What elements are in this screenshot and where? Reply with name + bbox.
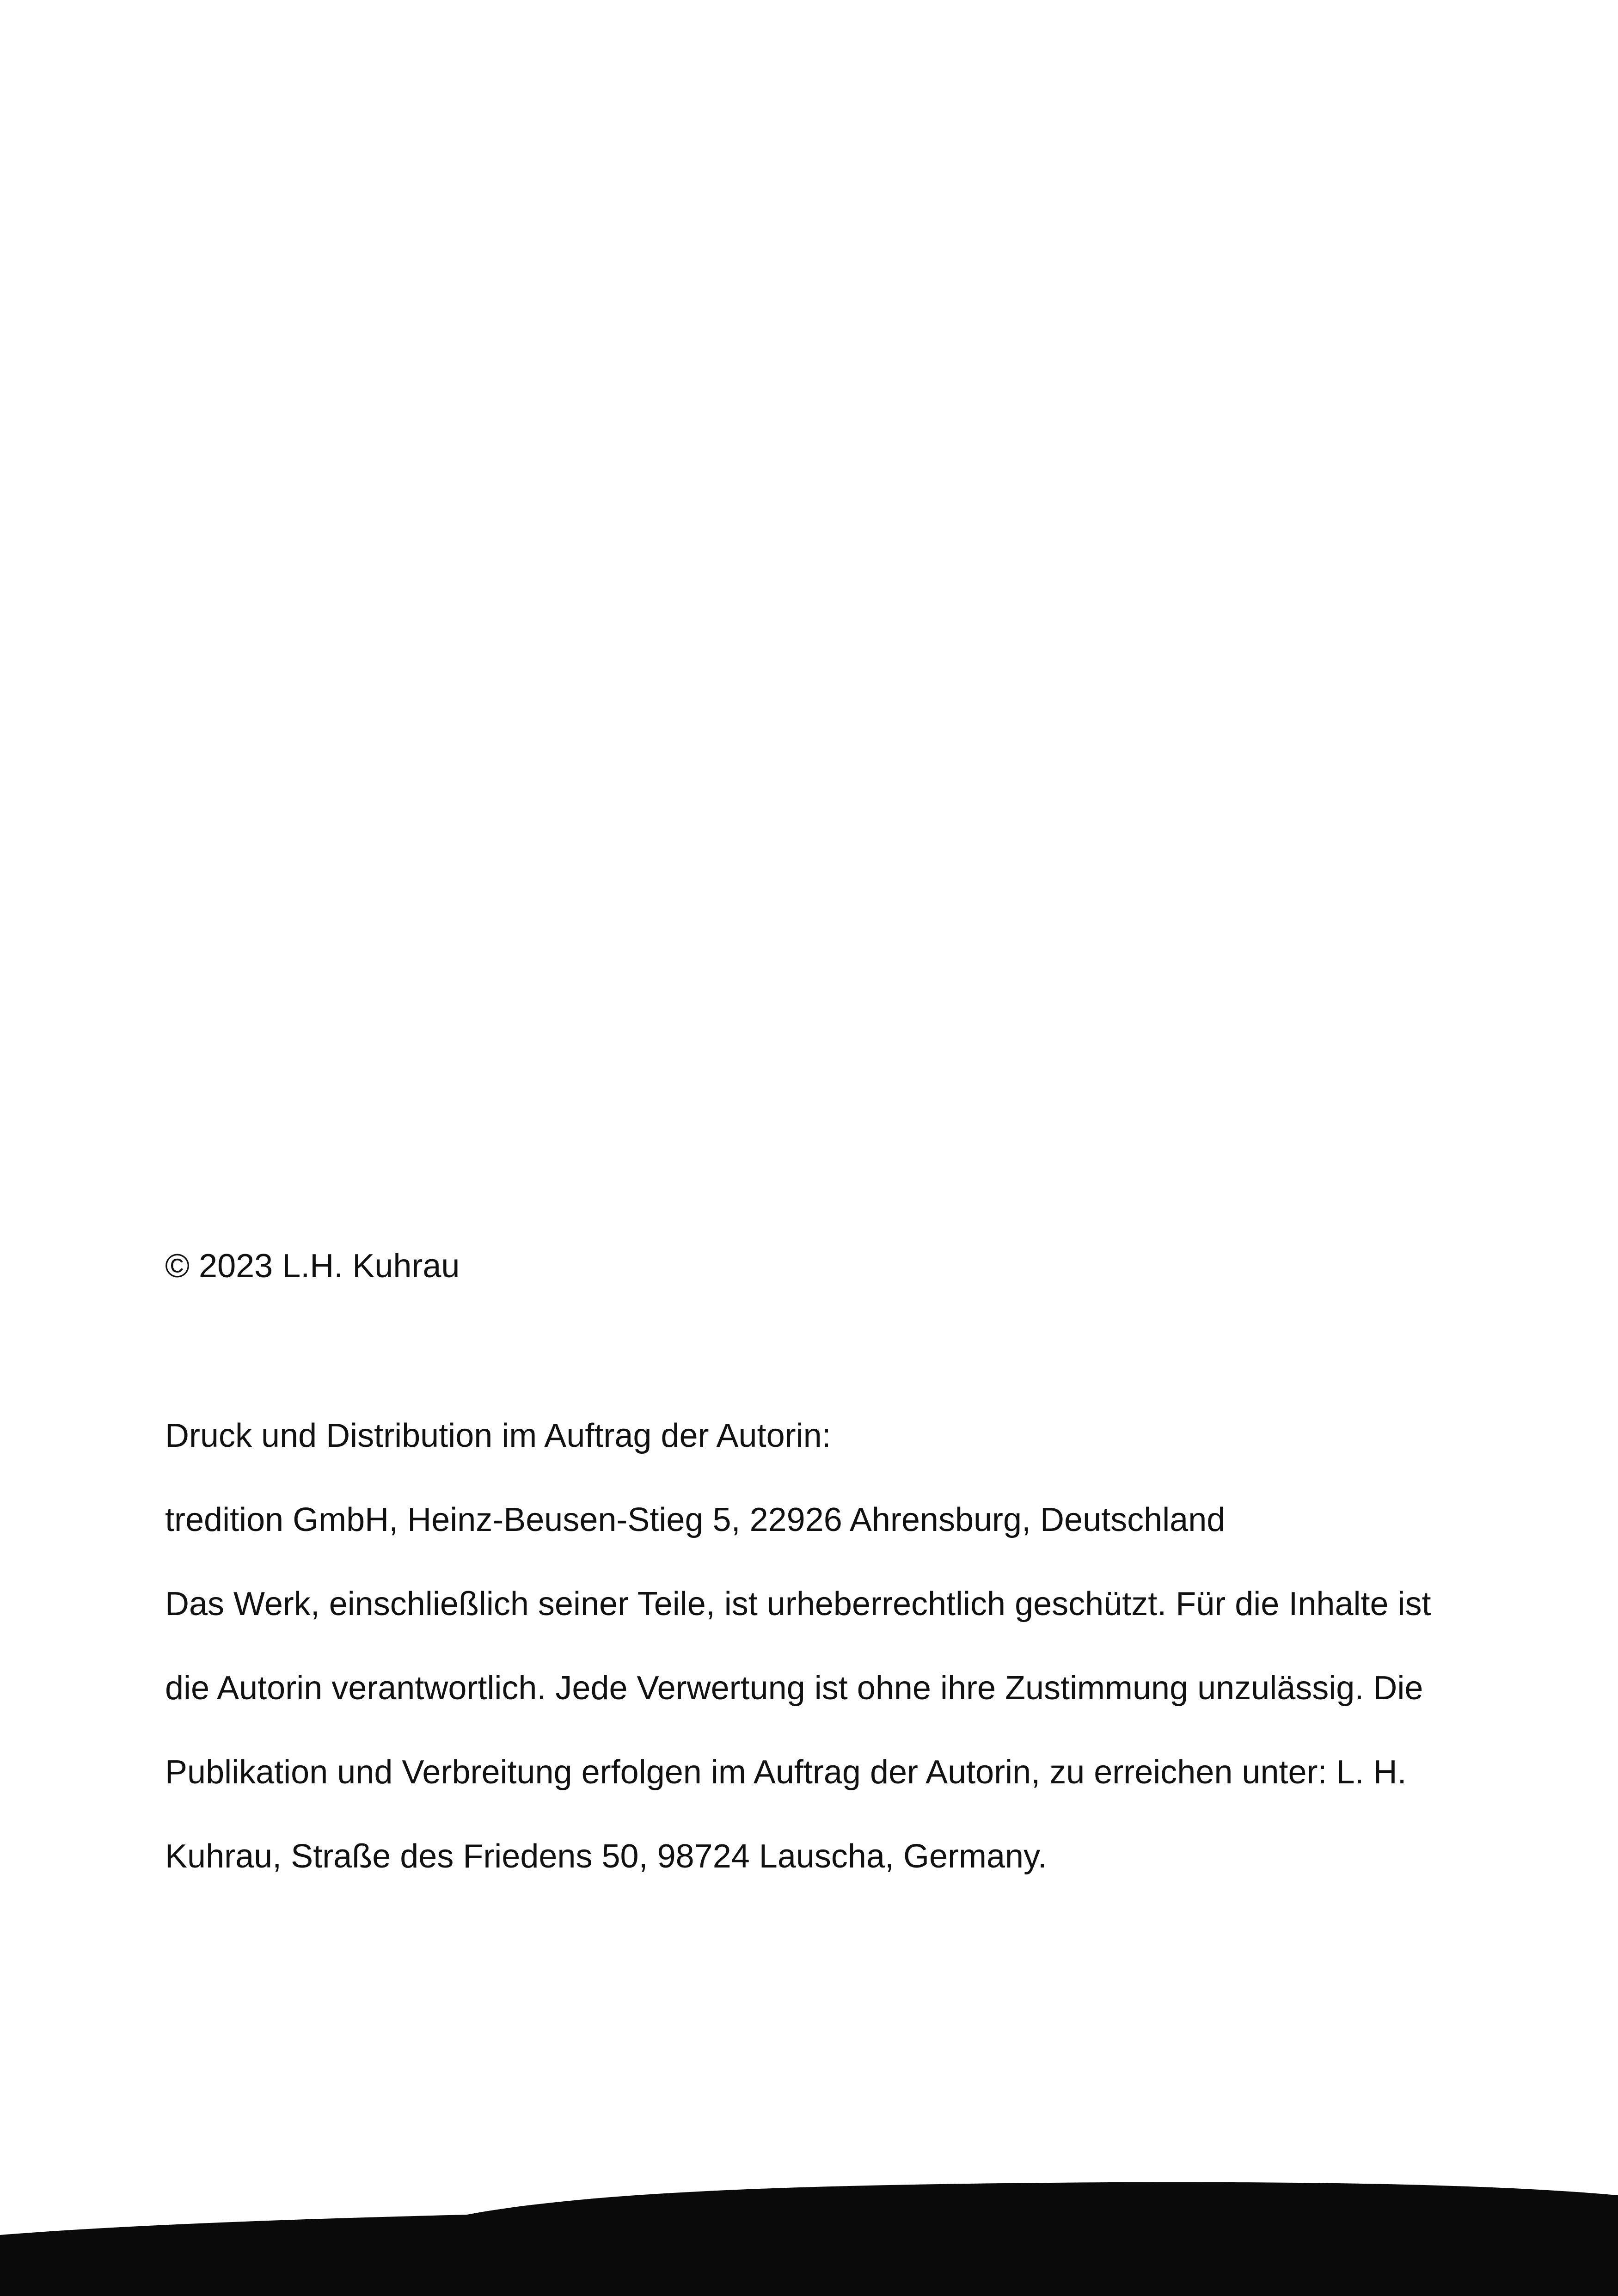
imprint-paragraph: Kuhrau, Straße des Friedens 50, 98724 Lauscha, Germany. [165,1838,1047,1875]
footer-swoosh-decoration [0,2176,1618,2296]
imprint-paragraph: Publikation und Verbreitung erfolgen im Auftrag der Autorin, zu erreichen unter: L. H. [165,1754,1407,1791]
imprint-paragraph: die Autorin verantwortlich. Jede Verwertung ist ohne ihre Zustimmung unzulässig. Die [165,1670,1423,1707]
imprint-paragraph: tredition GmbH, Heinz-Beusen-Stieg 5, 22926 Ahrensburg, Deutschland [165,1501,1226,1538]
imprint-paragraph: Druck und Distribution im Auftrag der Autorin: [165,1417,831,1454]
swoosh-shape [0,2182,1618,2296]
copyright-line: © 2023 L.H. Kuhrau [165,1248,460,1285]
imprint-text-block [165,1408,1496,1913]
imprint-paragraph: Das Werk, einschließlich seiner Teile, ist urheberrechtlich geschützt. Für die Inhalte ist [165,1586,1431,1623]
